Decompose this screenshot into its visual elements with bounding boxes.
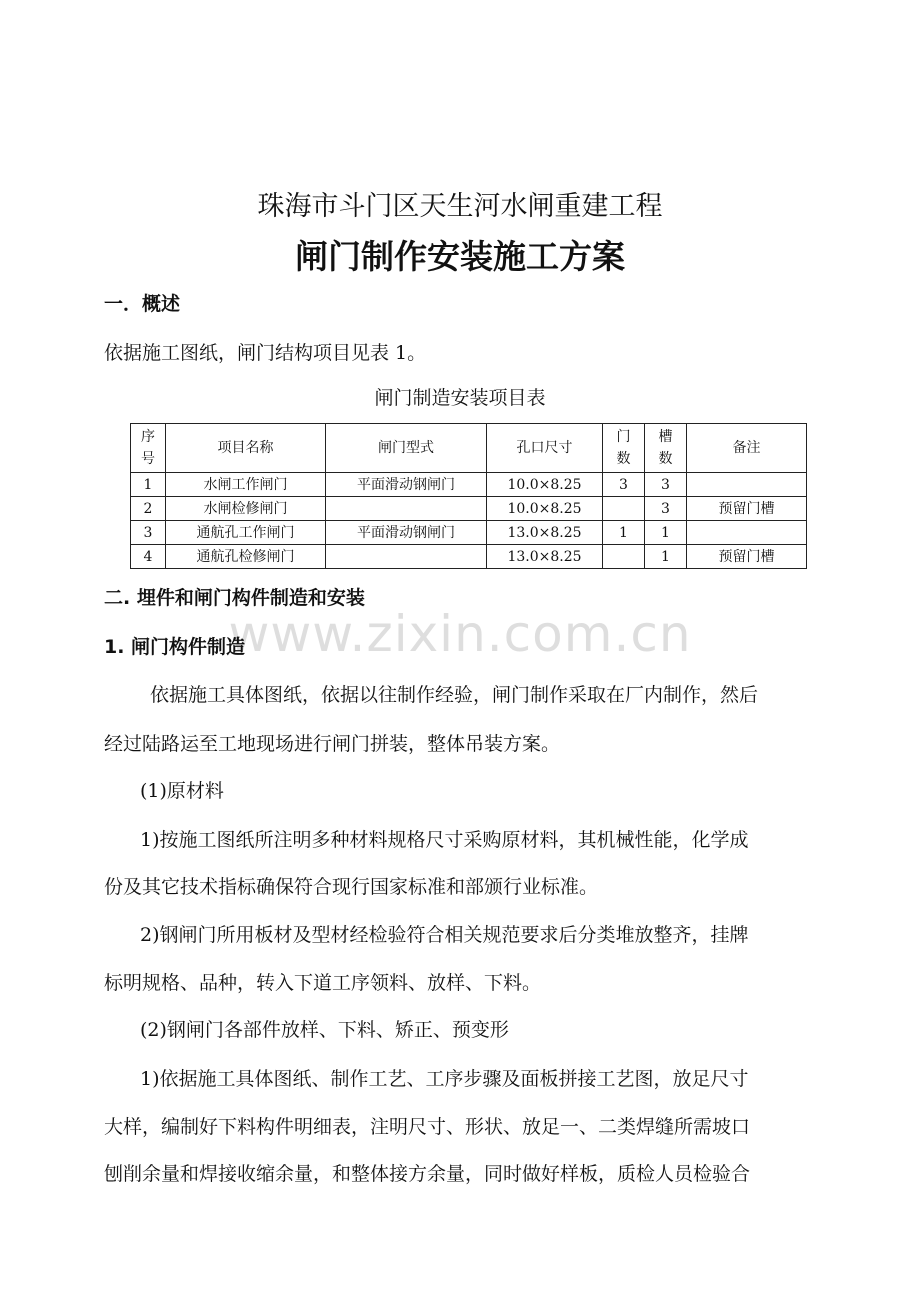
- paragraph-line: 经过陆路运至工地现场进行闸门拼装，整体吊装方案。: [104, 733, 561, 755]
- paragraph-line: 2)钢闸门所用板材及型材经检验符合相关规范要求后分类堆放整齐，挂牌: [140, 924, 749, 946]
- table-cell: 1: [645, 545, 687, 569]
- table-cell: [603, 497, 645, 521]
- header-cell-index: [131, 424, 166, 473]
- header-cell-size: 孔口尺寸: [487, 424, 603, 473]
- list-item-heading: (1)原材料: [140, 780, 224, 802]
- section2-heading: 二. 埋件和闸门构件制造和安装: [104, 587, 365, 609]
- table-cell: 通航孔检修闸门: [166, 545, 326, 569]
- subsection1-heading: 1. 闸门构件制造: [104, 636, 246, 658]
- header-cell-slots: [645, 424, 687, 473]
- header-index-label: 序号: [140, 429, 155, 467]
- table-cell: [326, 545, 487, 569]
- table-cell: 3: [603, 473, 645, 497]
- header-slots-label: 槽数: [658, 429, 673, 467]
- paragraph-line: 1)依据施工具体图纸、制作工艺、工序步骤及面板拼接工艺图，放足尺寸: [140, 1068, 749, 1090]
- table-caption: 闸门制造安装项目表: [374, 387, 546, 409]
- table-row: [131, 521, 807, 545]
- table-cell: 4: [131, 545, 166, 569]
- table-header-row: [131, 424, 807, 473]
- table-cell: 预留门槽: [687, 497, 807, 521]
- table-cell: [687, 473, 807, 497]
- table-cell: 10.0×8.25: [487, 497, 603, 521]
- table-cell: 平面滑动钢闸门: [326, 521, 487, 545]
- table-cell: [603, 545, 645, 569]
- table-cell: 3: [131, 521, 166, 545]
- header-gates-label: 门数: [616, 429, 631, 467]
- document-title: 闸门制作安装施工方案: [295, 237, 625, 276]
- header-cell-name: 项目名称: [166, 424, 326, 473]
- table-row: [131, 545, 807, 569]
- paragraph-line: 标明规格、品种，转入下道工序领料、放样、下料。: [104, 972, 542, 994]
- paragraph-line: 大样，编制好下料构件明细表，注明尺寸、形状、放足一、二类焊缝所需坡口: [104, 1116, 751, 1138]
- table-cell: 13.0×8.25: [487, 521, 603, 545]
- table-cell: 预留门槽: [687, 545, 807, 569]
- table-row: [131, 473, 807, 497]
- paragraph-line: 份及其它技术指标确保符合现行国家标准和部颁行业标准。: [104, 876, 599, 898]
- paragraph-line: 1)按施工图纸所注明多种材料规格尺寸采购原材料，其机械性能，化学成: [140, 829, 749, 851]
- paragraph-line: 刨削余量和焊接收缩余量，和整体接方余量，同时做好样板，质检人员检验合: [104, 1163, 751, 1185]
- table-cell: 13.0×8.25: [487, 545, 603, 569]
- document-subtitle: 珠海市斗门区天生河水闸重建工程: [257, 191, 663, 222]
- table-cell: [687, 521, 807, 545]
- table-cell: 1: [603, 521, 645, 545]
- table-cell: 通航孔工作闸门: [166, 521, 326, 545]
- table-row: [131, 497, 807, 521]
- table-cell: 2: [131, 497, 166, 521]
- table-cell: 3: [645, 497, 687, 521]
- header-cell-remark: 备注: [687, 424, 807, 473]
- table-cell: 1: [131, 473, 166, 497]
- table-cell: 平面滑动钢闸门: [326, 473, 487, 497]
- header-cell-type: 闸门型式: [326, 424, 487, 473]
- list-item-heading: (2)钢闸门各部件放样、下料、矫正、预变形: [140, 1019, 509, 1041]
- project-table: [130, 423, 807, 569]
- section1-heading: 一．概述: [104, 293, 181, 315]
- table-cell: 水闸检修闸门: [166, 497, 326, 521]
- table-cell: [326, 497, 487, 521]
- header-cell-gates: [603, 424, 645, 473]
- table-cell: 水闸工作闸门: [166, 473, 326, 497]
- table-cell: 3: [645, 473, 687, 497]
- paragraph-line: 依据施工具体图纸，依据以往制作经验，闸门制作采取在厂内制作，然后: [150, 684, 759, 706]
- watermark: www.zixin.com.cn: [228, 605, 692, 663]
- table-cell: 10.0×8.25: [487, 473, 603, 497]
- table-cell: 1: [645, 521, 687, 545]
- section1-text: 依据施工图纸，闸门结构项目见表 1。: [104, 342, 427, 364]
